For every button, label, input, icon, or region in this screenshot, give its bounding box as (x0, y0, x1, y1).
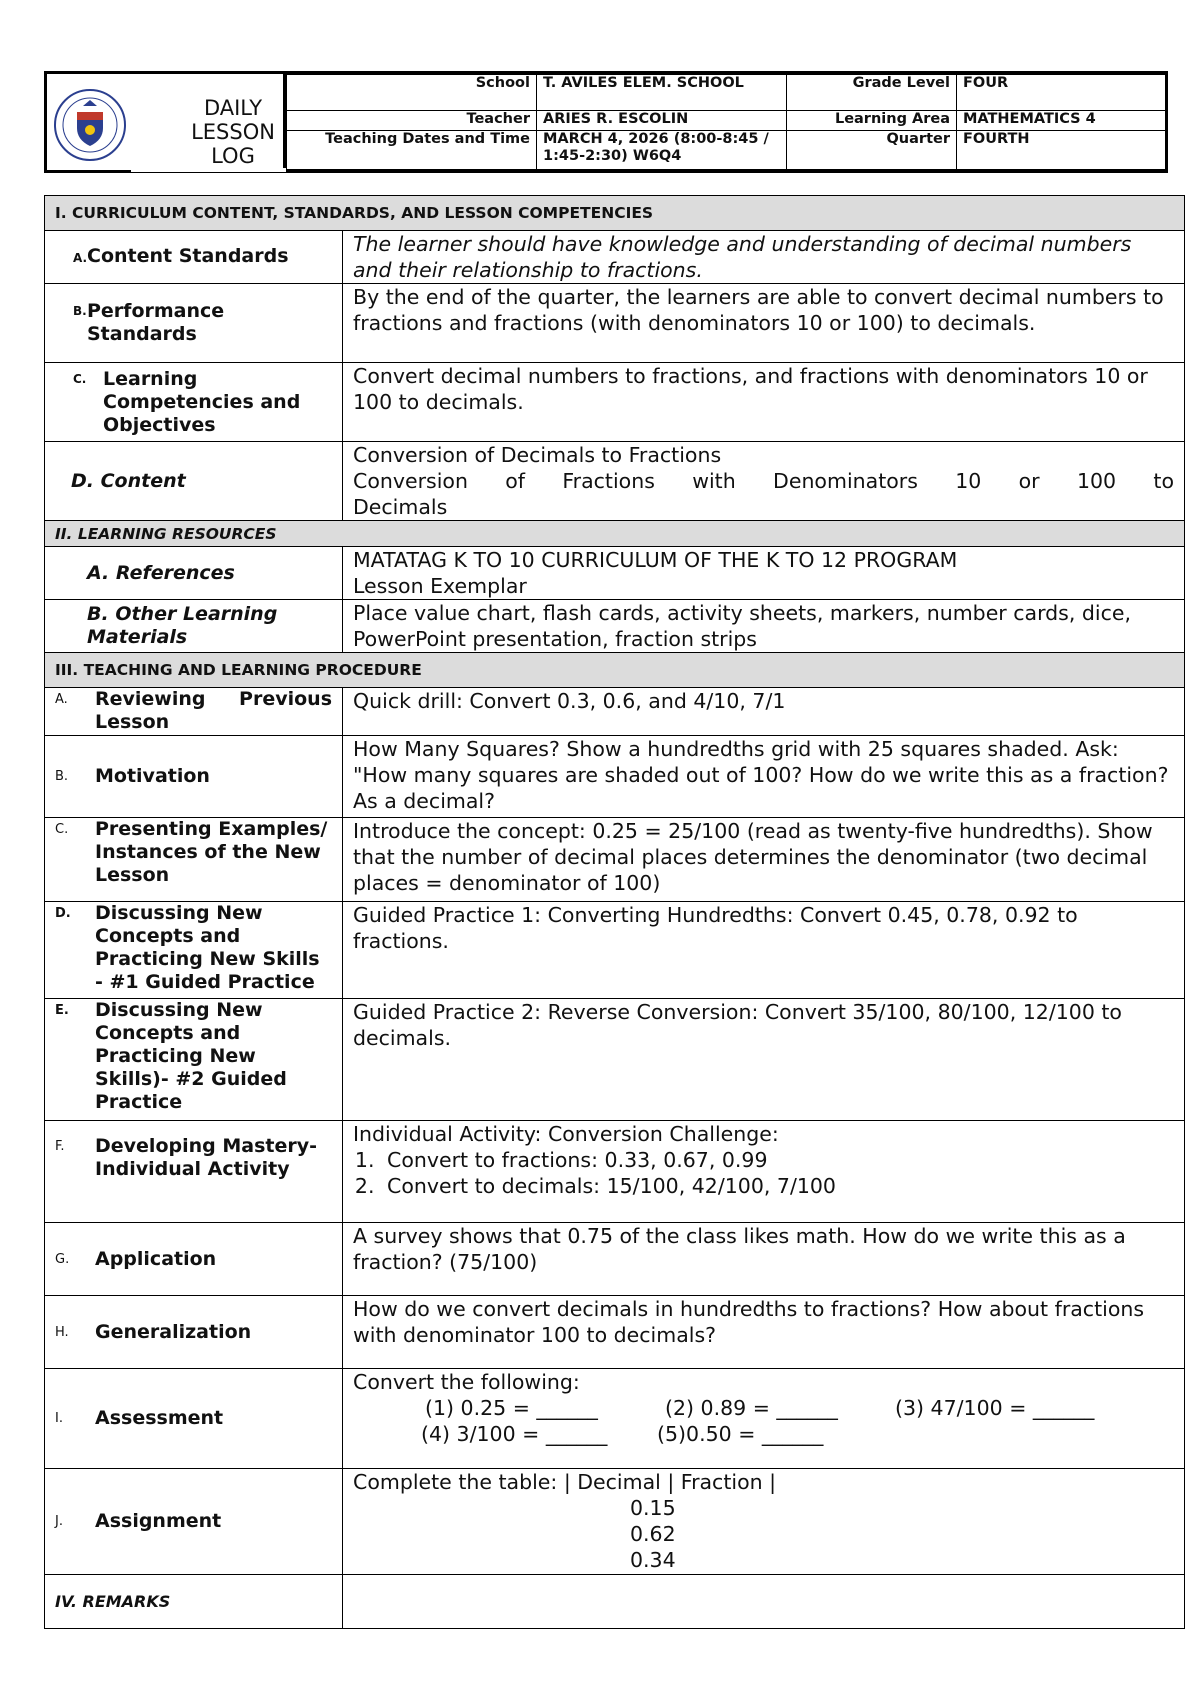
remarks-value (343, 1575, 1185, 1629)
grade-level-label: Grade Level (787, 75, 957, 111)
application-value: A survey shows that 0.75 of the class likes math. How do we write this as a fraction? (75/100) (343, 1223, 1185, 1296)
row-discussing-2 (45, 999, 1185, 1121)
generalization-label: Generalization (95, 1320, 252, 1343)
row-letter: D. (55, 906, 71, 921)
row-performance-standards (45, 284, 1185, 363)
row-learning-competencies (45, 363, 1185, 442)
assessment-label: Assessment (95, 1407, 224, 1429)
row-letter: E. (55, 1003, 69, 1018)
motivation-value: How Many Squares? Show a hundredths grid with 25 squares shaded. Ask: "How many squares are shaded out of 100? How do we write this as a fraction? As a decimal? (343, 736, 1185, 818)
learning-area-value: MATHEMATICS 4 (957, 110, 1167, 130)
assignment-value-3: 0.34 (630, 1548, 676, 1572)
remarks-label: IV. REMARKS (45, 1575, 343, 1629)
application-label: Application (95, 1247, 217, 1270)
header-info-table (286, 74, 1167, 170)
row-assignment (45, 1469, 1185, 1575)
presenting-label: Presenting Examples/ Instances of the New Lesson (95, 818, 328, 886)
row-other-materials (45, 600, 1185, 653)
discussing-1-value: Guided Practice 1: Converting Hundredths: Convert 0.45, 0.78, 0.92 to fractions. (343, 902, 1185, 999)
performance-standards-label: Performance Standards (87, 300, 225, 345)
reviewing-label: Reviewing Previous Lesson (95, 688, 332, 733)
presenting-value: Introduce the concept: 0.25 = 25/100 (read as twenty-five hundredths). Show that the number of decimal places determines the denominator (two decimal places = denominator of 100) (343, 818, 1185, 902)
content-line-1: Conversion of Decimals to Fractions (353, 443, 722, 467)
row-assessment (45, 1369, 1185, 1469)
discussing-2-value: Guided Practice 2: Reverse Conversion: Convert 35/100, 80/100, 12/100 to decimals. (343, 999, 1185, 1121)
assessment-item-3: (3) 47/100 = ______ (895, 1396, 1095, 1420)
header-box (44, 71, 1168, 173)
row-presenting (45, 818, 1185, 902)
row-letter: C. (73, 371, 87, 386)
row-letter: G. (55, 1251, 70, 1267)
row-reviewing (45, 688, 1185, 736)
assignment-value-1: 0.15 (630, 1496, 676, 1520)
other-materials-value: Place value chart, flash cards, activity sheets, markers, number cards, dice, PowerPoint presentation, fraction strips (343, 600, 1185, 653)
assessment-item-5: (5)0.50 = ______ (657, 1422, 824, 1446)
teaching-dates-value: MARCH 4, 2026 (8:00-8:45 / 1:45-2:30) W6Q4 (537, 130, 787, 169)
discussing-1-label: Discussing New Concepts and Practicing New Skills - #1 Guided Practice (95, 902, 320, 993)
row-generalization (45, 1296, 1185, 1369)
row-letter: B. (73, 304, 87, 318)
quarter-label: Quarter (787, 130, 957, 169)
row-letter: J. (55, 1514, 63, 1529)
mastery-intro: Individual Activity: Conversion Challenge: (353, 1122, 779, 1146)
assignment-value-2: 0.62 (630, 1522, 676, 1546)
assignment-label: Assignment (95, 1510, 222, 1532)
performance-standards-value: By the end of the quarter, the learners are able to convert decimal numbers to fractions and fractions (with denominators 10 or 100) to decimals. (343, 284, 1185, 363)
motivation-label: Motivation (95, 765, 210, 787)
row-letter: I. (55, 1411, 63, 1426)
learning-competencies-label: Learning Competencies and Objectives (103, 367, 301, 436)
mastery-list (353, 1147, 1174, 1199)
row-letter: F. (55, 1139, 65, 1154)
section-heading-procedure: III. TEACHING AND LEARNING PROCEDURE (45, 653, 1185, 688)
row-letter: A. (73, 250, 88, 265)
other-materials-label: B. Other Learning Materials (45, 600, 343, 653)
assessment-item-4: (4) 3/100 = ______ (421, 1422, 608, 1446)
row-discussing-1 (45, 902, 1185, 999)
learning-competencies-value: Convert decimal numbers to fractions, and fractions with denominators 10 or 100 to decimals. (343, 363, 1185, 442)
daily-lesson-log-title: DAILY LESSON LOG (191, 96, 275, 168)
content-line-2: Conversion of Fractions with Denominators 10 or 100 to (353, 469, 1174, 493)
assignment-intro: Complete the table: | Decimal | Fraction | (353, 1470, 777, 1494)
row-references (45, 547, 1185, 600)
assessment-item-2: (2) 0.89 = ______ (665, 1396, 838, 1420)
list-item: 1. Convert to fractions: 0.33, 0.67, 0.99 (381, 1147, 1174, 1173)
grade-level-value: FOUR (957, 75, 1167, 111)
content-standards-value: The learner should have knowledge and understanding of decimal numbers and their relationship to fractions. (343, 231, 1185, 284)
section-heading-resources: II. LEARNING RESOURCES (45, 521, 1185, 547)
row-application (45, 1223, 1185, 1296)
discussing-2-label: Discussing New Concepts and Practicing New Skills)- #2 Guided Practice (95, 999, 287, 1113)
row-letter: B. (55, 769, 69, 784)
row-letter: H. (55, 1324, 69, 1340)
row-letter: A. (55, 692, 68, 707)
row-motivation (45, 736, 1185, 818)
generalization-value: How do we convert decimals in hundredths to fractions? How about fractions with denominator 100 to decimals? (343, 1296, 1185, 1369)
row-mastery (45, 1121, 1185, 1223)
row-remarks (45, 1575, 1185, 1629)
content-line-3: Decimals (353, 495, 448, 519)
section-heading-curriculum: I. CURRICULUM CONTENT, STANDARDS, AND LESSON COMPETENCIES (45, 196, 1185, 231)
assessment-item-1: (1) 0.25 = ______ (425, 1396, 598, 1420)
references-line-1: MATATAG K TO 10 CURRICULUM OF THE K TO 12 PROGRAM (353, 548, 958, 572)
content-standards-label: Content Standards (87, 244, 289, 267)
lesson-log-table (44, 195, 1185, 1629)
row-letter: C. (55, 822, 69, 837)
list-item: 2. Convert to decimals: 15/100, 42/100, 7/100 (381, 1173, 1174, 1199)
row-content-standards (45, 231, 1185, 284)
school-label: School (287, 75, 537, 111)
mastery-label: Developing Mastery-Individual Activity (95, 1135, 317, 1180)
learning-area-label: Learning Area (787, 110, 957, 130)
school-value: T. AVILES ELEM. SCHOOL (537, 75, 787, 111)
teacher-label: Teacher (287, 110, 537, 130)
assessment-intro: Convert the following: (353, 1370, 580, 1394)
references-line-2: Lesson Exemplar (353, 574, 527, 598)
content-label: D. Content (45, 442, 343, 521)
references-label: A. References (45, 547, 343, 600)
reviewing-value: Quick drill: Convert 0.3, 0.6, and 4/10, 7/1 (343, 688, 1185, 736)
row-content (45, 442, 1185, 521)
quarter-value: FOURTH (957, 130, 1167, 169)
teacher-value: ARIES R. ESCOLIN (537, 110, 787, 130)
deped-seal-icon (53, 88, 127, 162)
teaching-dates-label: Teaching Dates and Time (287, 130, 537, 169)
